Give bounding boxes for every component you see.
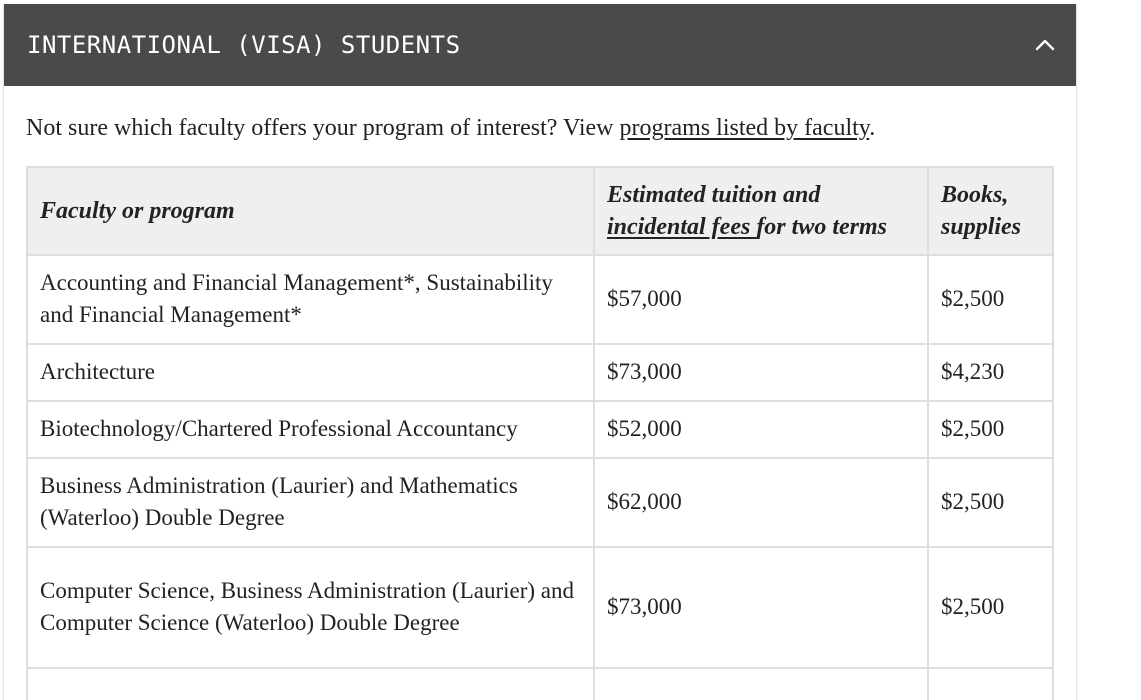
table-row-partial (27, 668, 1053, 700)
books-cell (928, 668, 1053, 700)
header-tuition-part1: Estimated tuition and (607, 182, 821, 208)
program-cell: Computer Science, Business Administration (Laurier) and Computer Science (Waterloo) Double Degree (27, 547, 594, 668)
intro-text-after: . (869, 115, 876, 141)
tuition-cell: $73,000 (594, 547, 928, 668)
intro-text-before: Not sure which faculty offers your program of interest? View (26, 115, 620, 141)
programs-by-faculty-link[interactable]: programs listed by faculty (619, 115, 870, 141)
table-header-row (27, 167, 1053, 255)
international-fees-table (26, 166, 1054, 700)
table-row (27, 547, 1053, 668)
incidental-fees-link[interactable]: incidental fees (607, 214, 757, 240)
table-row (27, 344, 1053, 401)
header-books-supplies: Books, supplies (928, 167, 1053, 255)
tuition-cell (594, 668, 928, 700)
tuition-cell: $57,000 (594, 255, 928, 344)
header-tuition-part2: for two terms (756, 214, 887, 240)
intro-text (26, 112, 875, 144)
tuition-cell: $52,000 (594, 401, 928, 458)
table-row (27, 255, 1053, 344)
header-estimated-tuition (594, 167, 928, 255)
accordion-header-international-students[interactable] (4, 4, 1076, 86)
program-cell: Accounting and Financial Management*, Sustainability and Financial Management* (27, 255, 594, 344)
books-cell: $2,500 (928, 458, 1053, 547)
chevron-up-icon[interactable] (1032, 32, 1058, 58)
books-cell: $2,500 (928, 255, 1053, 344)
program-cell (27, 668, 594, 700)
accordion-title: INTERNATIONAL (VISA) STUDENTS (27, 31, 461, 59)
accordion-panel (3, 4, 1077, 700)
program-cell: Business Administration (Laurier) and Mathematics (Waterloo) Double Degree (27, 458, 594, 547)
books-cell: $4,230 (928, 344, 1053, 401)
table-row (27, 401, 1053, 458)
tuition-cell: $62,000 (594, 458, 928, 547)
tuition-cell: $73,000 (594, 344, 928, 401)
table-row (27, 458, 1053, 547)
books-cell: $2,500 (928, 547, 1053, 668)
program-cell: Architecture (27, 344, 594, 401)
books-cell: $2,500 (928, 401, 1053, 458)
header-faculty-or-program: Faculty or program (27, 167, 594, 255)
program-cell: Biotechnology/Chartered Professional Accountancy (27, 401, 594, 458)
